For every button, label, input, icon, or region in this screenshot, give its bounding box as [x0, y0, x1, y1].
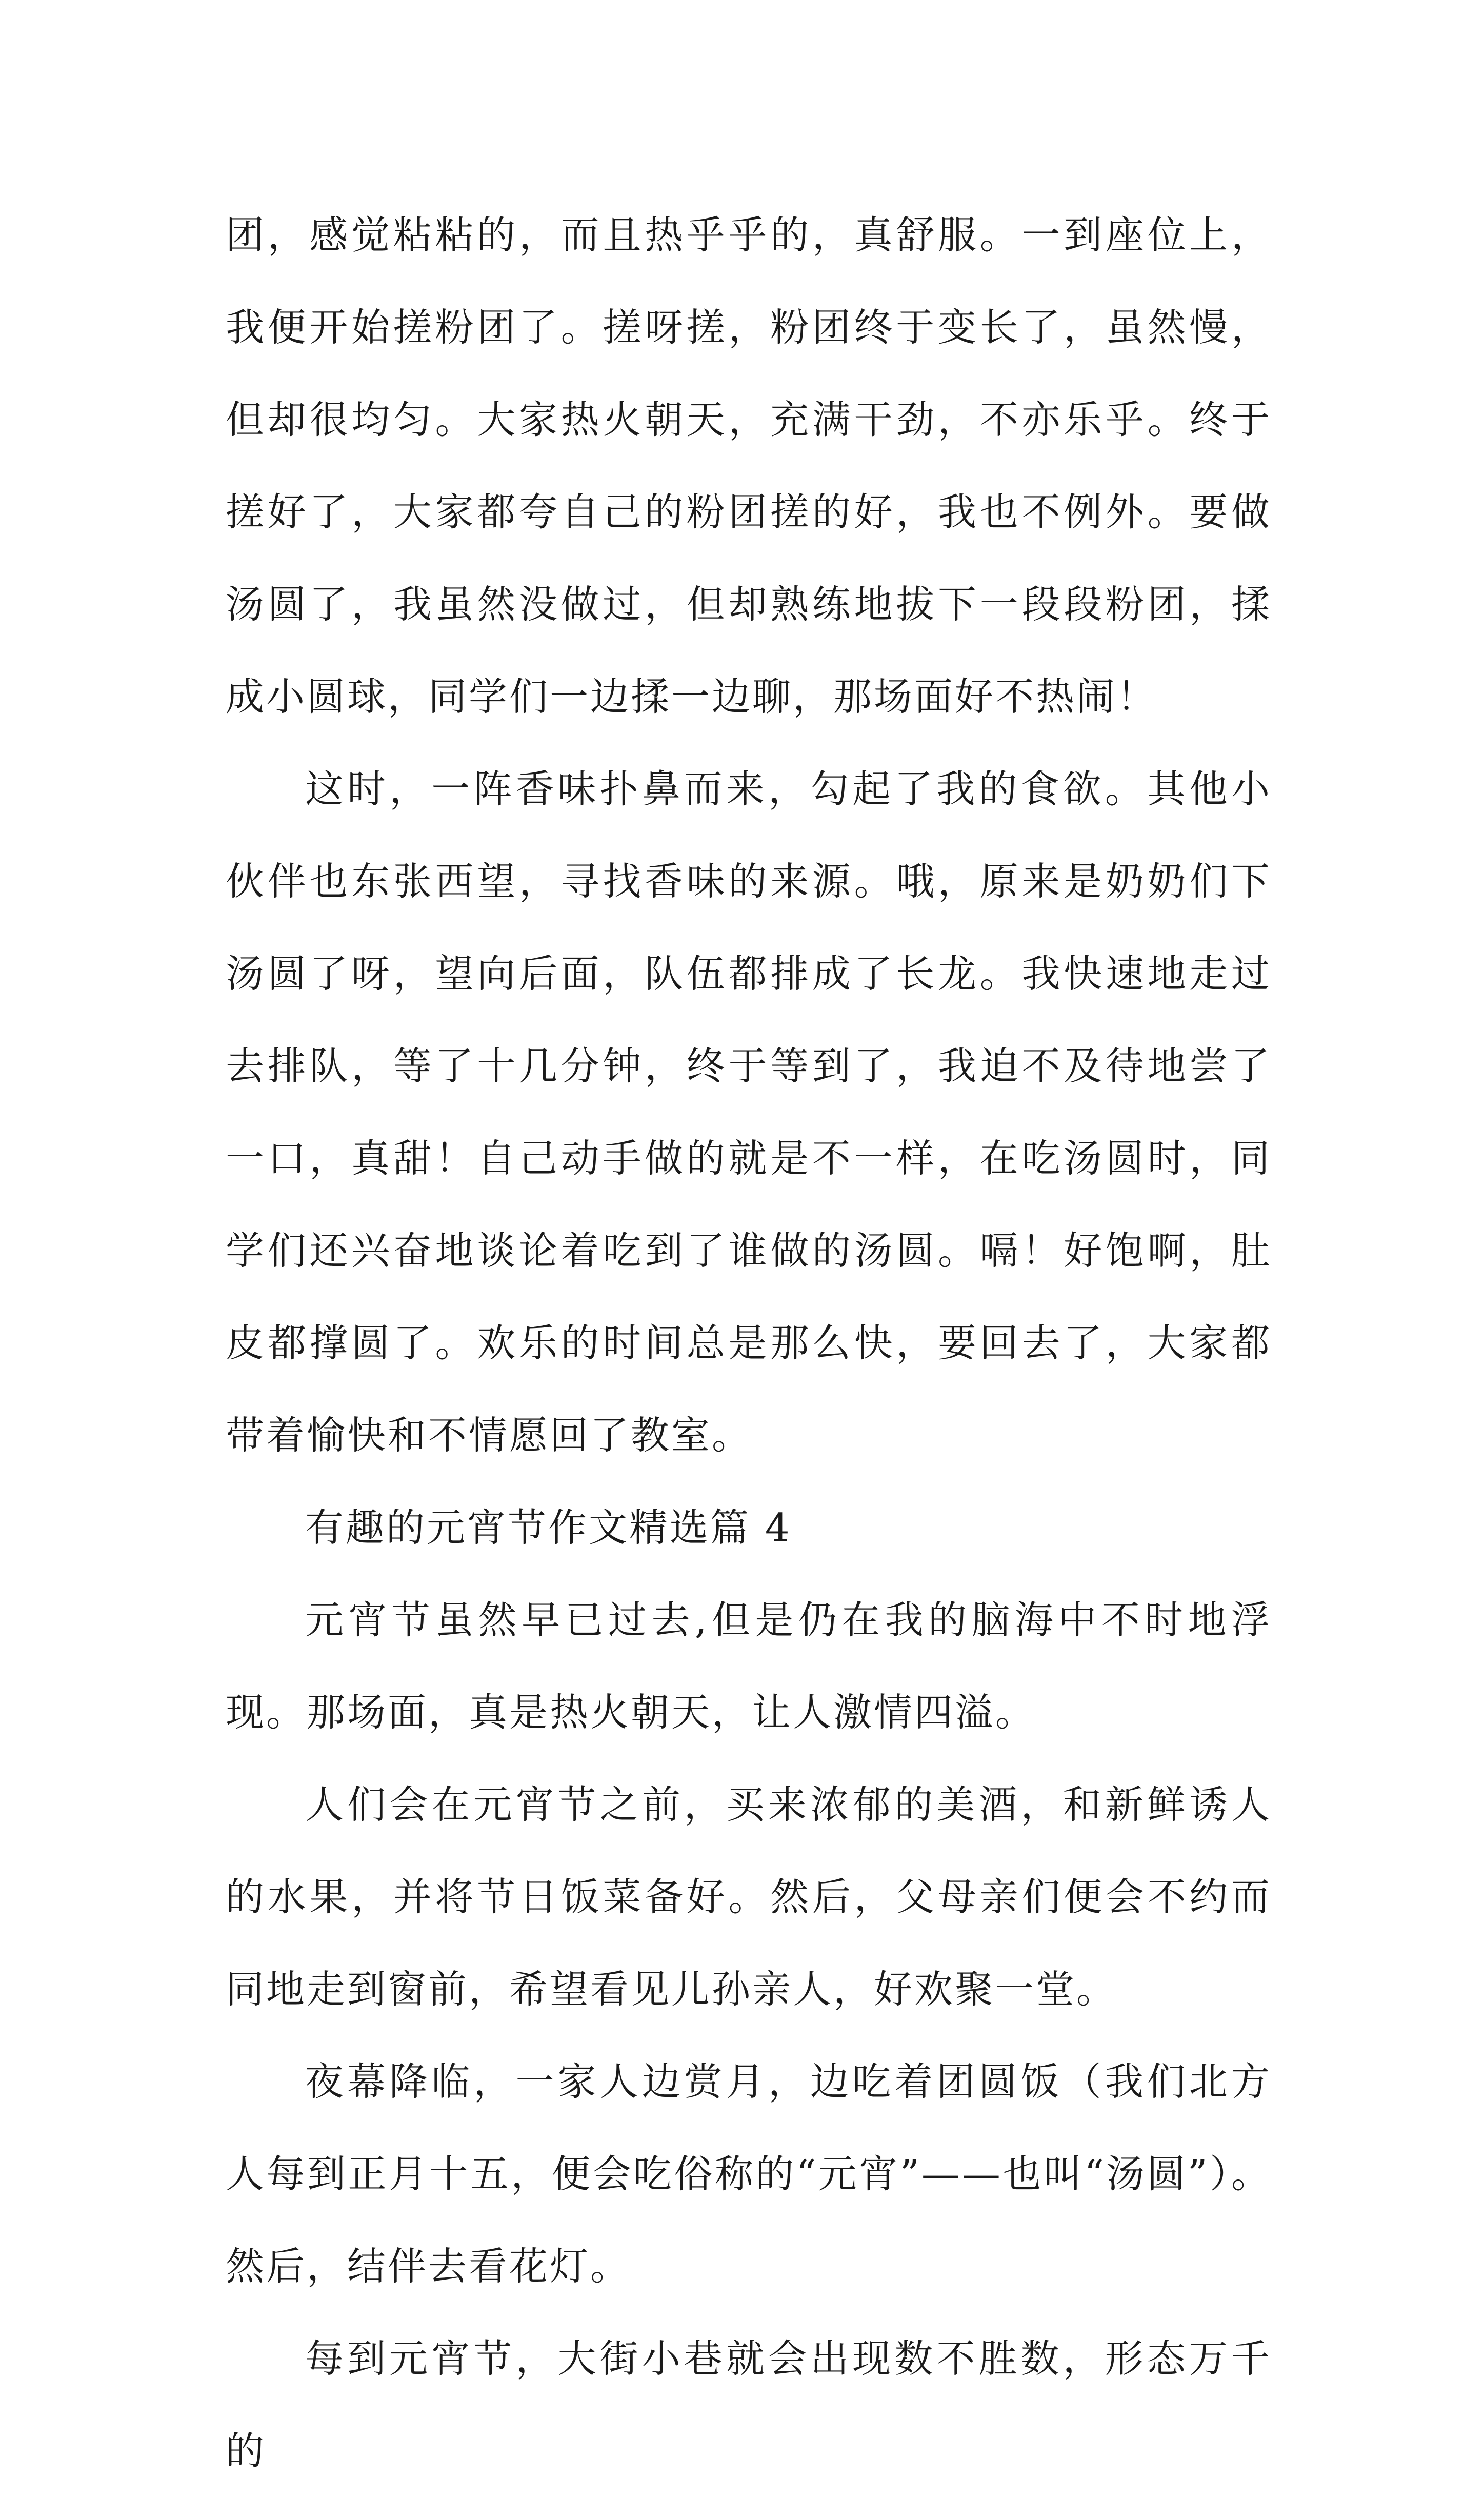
paragraph-prepare: 人们会在元宵节之前，买来浓郁的美酒，和新鲜诱人的水果，并将节日饭菜备好。然后，父母亲们便会不约而同地走到窗前，希望看见儿孙亲人，好欢聚一堂。 — [226, 1782, 1272, 2012]
paragraph-lanterns: 每到元宵节，大街小巷就会出现数不胜数，形态万千的 — [226, 2336, 1272, 2473]
paragraph-continued: 团，感觉粘粘的，而且热乎乎的，真舒服。一到座位上，我便开始搓粉团了。搓呀搓，粉团终于变长了，虽然慢，但却很均匀。大家热火朝天，充满干劲，不亦乐乎。终于搓好了，大家都夸自己的粉团搓的好，我也不例外。要做汤圆了，我虽然没做过，但却熟练地拔下一段段粉团，揉成小圆球，同学们一边揉一边聊，那场面好不热闹！ — [226, 212, 1272, 719]
section-heading: 有趣的元宵节作文精选篇 4 — [305, 1505, 792, 1550]
paragraph-memory: 元宵节虽然早已过去,但是仍在我的脑海中不时地浮现。那场面，真是热火朝天，让人激情四溢。 — [226, 1597, 1272, 1735]
paragraph-night: 夜幕降临，一家人边赏月，边吃着团圆饭（我们北方人每到正月十五，便会吃俗称的“元宵”——也叫“汤圆”）。然后，结伴去看花灯。 — [226, 2059, 1272, 2289]
paragraph-aroma: 这时，一阵香味扑鼻而来，勾起了我的食欲。其他小伙伴也东张西望，寻找香味的来源。哦，原来是奶奶们下汤圆了呀，望向后面，队伍都排成了长龙。我快速地走过去排队，等了十几分钟，终于等到了，我迫不及待地尝了一口，真甜！自己动手做的就是不一样，在吃汤圆时，同学们还兴奋地谈论着吃到了谁做的汤圆。嗝！好饱啊，肚皮都撑圆了。欢乐的时间总是那么快，要回去了，大家都带着愉快和不情愿回了教室。 — [226, 766, 1272, 1458]
document-body — [226, 189, 1272, 2497]
